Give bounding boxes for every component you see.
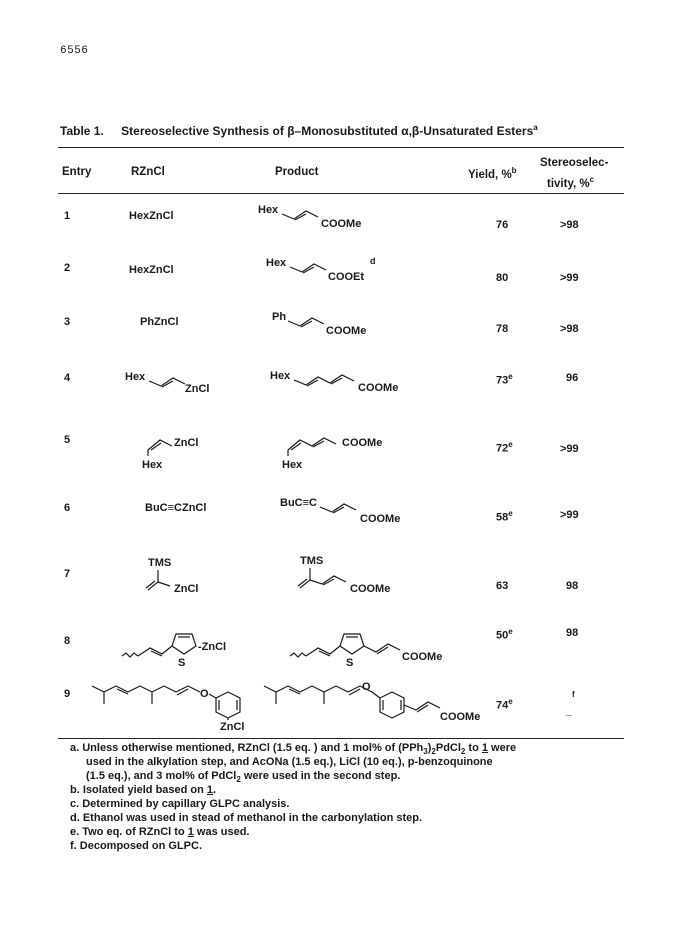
row9-product-coome: COOMe (440, 711, 481, 723)
row8-yield-value: 50 (496, 629, 509, 642)
row5-yield-value: 72 (496, 442, 509, 455)
row6-entry: 6 (64, 502, 71, 514)
header-yield (468, 166, 517, 181)
row5-product-structure (282, 428, 402, 472)
row2-stereo: >99 (560, 272, 579, 284)
row9-product-structure (264, 676, 504, 732)
row6-product-structure (280, 494, 430, 530)
footnote-a-mid: ) (427, 742, 432, 754)
footnote-b (70, 784, 216, 797)
row6-reagent: BuC≡CZnCl (145, 502, 207, 514)
page-number: 6556 (60, 45, 89, 57)
footnote-d: d. Ethanol was used in stead of methanol in the carbonylation step. (70, 812, 423, 824)
row2-yield: 80 (496, 272, 509, 284)
row5-product-coome: COOMe (342, 437, 383, 449)
row2-reagent: HexZnCl (129, 264, 174, 276)
row3-product-structure (272, 308, 402, 348)
row7-reagent-zncl: ZnCl (174, 583, 199, 595)
row3-stereo: >98 (560, 323, 579, 335)
row4-reagent-zncl: ZnCl (185, 383, 210, 395)
table-top-rule (58, 147, 624, 148)
header-yield-sup: b (511, 166, 517, 175)
row1-reagent: HexZnCl (129, 210, 174, 222)
row8-product-coome: COOMe (402, 651, 443, 663)
row4-yield-sup: e (508, 372, 513, 381)
row5-product-hex: Hex (282, 459, 303, 471)
header-reagent: RZnCl (131, 166, 165, 178)
row5-reagent-structure (142, 428, 232, 472)
row1-coome: COOMe (321, 218, 362, 230)
row9-stereo (566, 690, 575, 717)
footnote-a-ref: 1 (481, 742, 488, 754)
row3-yield: 78 (496, 323, 509, 335)
row8-stereo: 98 (566, 627, 579, 639)
row6-stereo: >99 (560, 509, 579, 521)
footnote-a3-sub: 2 (236, 775, 241, 785)
row4-entry: 4 (64, 372, 71, 384)
row1-product-structure (258, 201, 398, 241)
header-stereo-sup: c (589, 175, 595, 184)
row9-yield-sup: e (508, 697, 513, 706)
row4-yield-value: 73 (496, 374, 509, 387)
row2-hex: Hex (266, 257, 287, 269)
footnote-b-text: b. Isolated yield based on (70, 784, 207, 796)
row8-reagent-zncl: -ZnCl (198, 641, 227, 653)
row8-product-s: S (346, 657, 354, 669)
row5-stereo: >99 (560, 443, 579, 455)
row9-yield (496, 697, 513, 712)
row6-yield-value: 58 (496, 511, 509, 524)
footnote-f: f. Decomposed on GLPC. (70, 840, 203, 852)
row7-product-structure (292, 552, 432, 600)
row6-yield-sup: e (508, 509, 513, 518)
row4-reagent-structure (125, 368, 245, 398)
footnote-a-line2: used in the alkylation step, and AcONa (1.5 eq.), LiCl (10 eq.), p-benzoquinone (86, 756, 493, 768)
row4-stereo: 96 (566, 372, 579, 384)
row3-reagent: PhZnCl (140, 316, 179, 328)
row1-hex: Hex (258, 204, 279, 216)
caption-sup: a (533, 123, 538, 132)
footnote-a-to: to (465, 742, 482, 754)
footnote-a-sub2: 2 (431, 747, 436, 757)
row9-reagent-zncl: ZnCl (220, 721, 245, 733)
header-entry: Entry (62, 166, 92, 178)
row5-yield-sup: e (508, 440, 513, 449)
header-stereo-line2 (547, 175, 594, 190)
row8-reagent-s: S (178, 657, 186, 669)
row7-entry: 7 (64, 568, 71, 580)
row9-product-o: O (362, 681, 371, 693)
row5-yield (496, 440, 513, 455)
footnote-a-sub3: 2 (460, 747, 466, 757)
footnote-e-post: was used. (193, 826, 250, 838)
row9-stereo-value: _ (566, 704, 573, 717)
row9-reagent-structure (92, 676, 252, 732)
row7-product-coome: COOMe (350, 583, 391, 595)
header-yield-text: Yield, % (468, 168, 512, 181)
row4-product-structure (270, 367, 430, 399)
row9-entry: 9 (64, 688, 71, 700)
row5-entry: 5 (64, 434, 71, 446)
row9-stereo-sup: f (572, 690, 575, 699)
header-bottom-rule (58, 193, 624, 194)
row8-entry: 8 (64, 635, 71, 647)
row2-entry: 2 (64, 262, 71, 274)
row9-yield-value: 74 (496, 699, 509, 712)
row5-reagent-hex: Hex (142, 459, 163, 471)
row6-coome: COOMe (360, 513, 401, 525)
row8-reagent-structure (120, 620, 260, 668)
row7-stereo: 98 (566, 580, 579, 592)
row6-buc: BuC≡C (280, 497, 317, 509)
row2-footnote-d: d (370, 256, 376, 266)
row3-coome: COOMe (326, 325, 367, 337)
footnote-a3-post: were used in the second step. (240, 770, 401, 782)
row1-entry: 1 (64, 210, 71, 222)
footnote-a-end: were (488, 742, 517, 754)
row9-reagent-o: O (200, 688, 209, 700)
footnote-e-ref: 1 (187, 826, 194, 838)
row3-ph: Ph (272, 311, 287, 323)
table-caption (60, 123, 538, 138)
footnote-a3-text: (1.5 eq.), and 3 mol% of PdCl (86, 770, 237, 782)
header-stereo-text: tivity, % (547, 177, 590, 190)
row2-product-structure (266, 253, 406, 293)
row8-product-structure (288, 620, 458, 670)
table-bottom-rule (58, 738, 624, 739)
row7-product-tms: TMS (300, 555, 324, 567)
row8-yield (496, 627, 513, 642)
footnote-e-text: e. Two eq. of RZnCl to (70, 826, 188, 838)
footnote-c: c. Determined by capillary GLPC analysis. (70, 798, 290, 810)
row3-entry: 3 (64, 316, 71, 328)
row7-reagent-structure (140, 554, 240, 600)
footnote-e (70, 826, 250, 839)
row8-yield-sup: e (508, 627, 513, 636)
footnote-a-sub1: 3 (423, 747, 428, 757)
caption-label: Table 1. (60, 124, 104, 138)
row1-stereo: >98 (560, 219, 579, 231)
footnote-a-text: a. Unless otherwise mentioned, RZnCl (1.5 eq. ) and 1 mol% of (PPh (70, 742, 424, 754)
row4-product-coome: COOMe (358, 382, 399, 394)
header-product: Product (275, 166, 319, 178)
footnote-a-pdcl: PdCl (435, 742, 461, 754)
row1-yield: 76 (496, 219, 509, 231)
row6-yield (496, 509, 513, 524)
row4-yield (496, 372, 513, 387)
row2-cooet: COOEt (328, 271, 365, 283)
header-stereo-line1: Stereoselec- (540, 157, 609, 169)
row7-reagent-tms: TMS (148, 557, 172, 569)
row5-reagent-zncl: ZnCl (174, 437, 199, 449)
footnote-b-post: . (213, 784, 217, 796)
row7-yield: 63 (496, 580, 509, 592)
row4-product-hex: Hex (270, 370, 291, 382)
row4-reagent-hex: Hex (125, 371, 146, 383)
caption-text: Stereoselective Synthesis of β–Monosubstituted α,β-Unsaturated Esters (121, 124, 534, 138)
footnote-b-ref: 1 (206, 784, 214, 796)
